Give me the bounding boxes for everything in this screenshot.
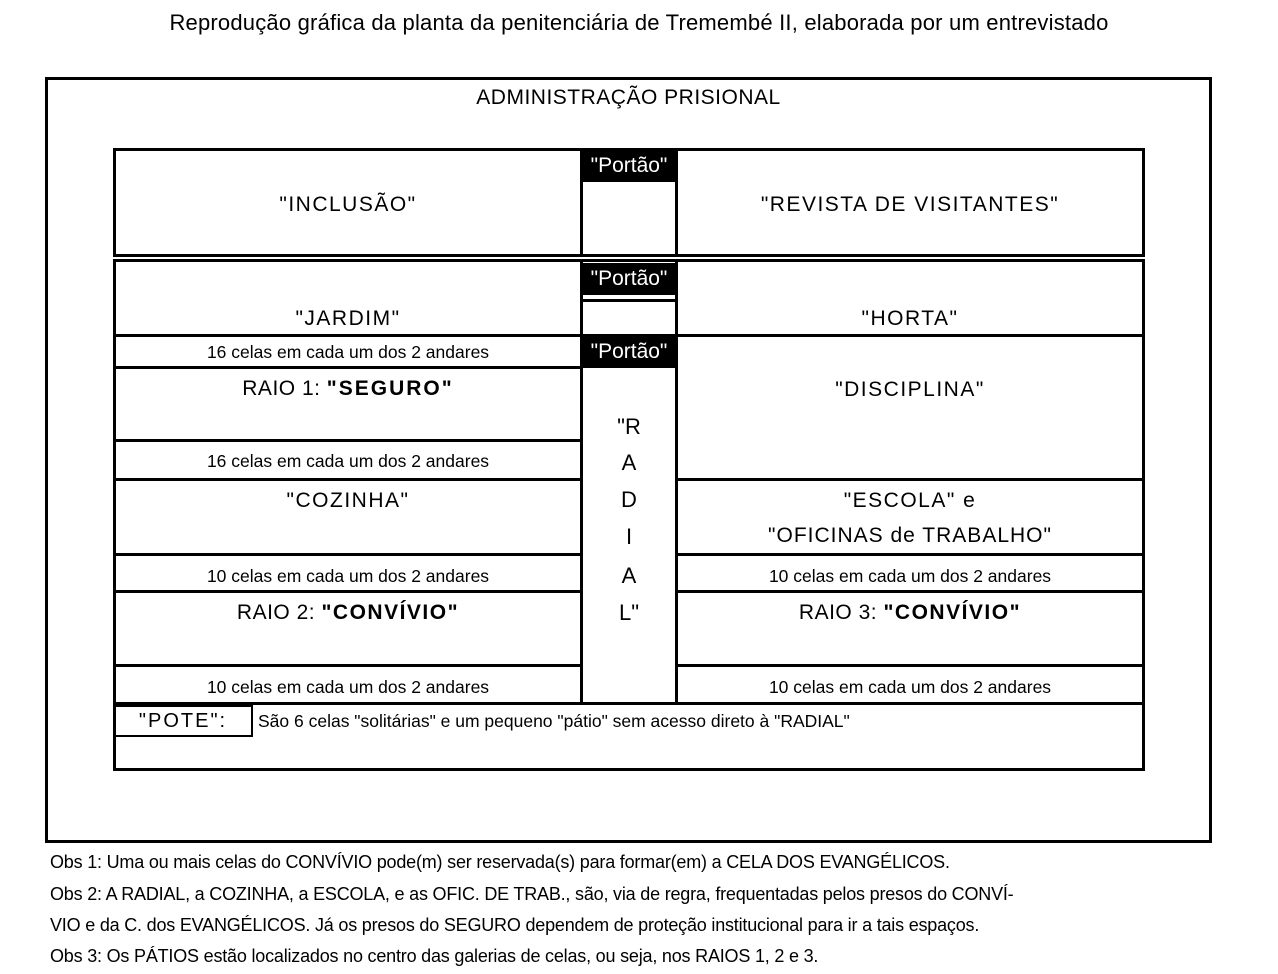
note-obs1: Obs 1: Uma ou mais celas do CONVÍVIO pode(m) ser reservada(s) para formar(em) a CELA DOS EVANGÉLICOS. xyxy=(50,852,950,872)
divider xyxy=(113,664,583,667)
divider xyxy=(675,478,1145,481)
divider xyxy=(113,590,583,593)
raio2-label: RAIO 2: "CONVÍVIO" xyxy=(236,601,460,624)
radial-letter: "R xyxy=(617,414,641,439)
divider xyxy=(675,553,1145,556)
raio3-label: RAIO 3: "CONVÍVIO" xyxy=(798,601,1022,624)
figure-title: Reprodução gráfica da planta da penitenciária de Tremembé II, elaborada por um entrevistado xyxy=(169,10,1109,35)
divider xyxy=(113,553,583,556)
note-obs2-line2: VIO e da C. dos EVANGÉLICOS. Já os presos do SEGURO dependem de proteção institucional para ir a tais espaços. xyxy=(50,915,980,935)
pote-label: "POTE": xyxy=(113,705,253,737)
raio1-label: RAIO 1: "SEGURO" xyxy=(242,377,454,400)
note-obs2-line1: Obs 2: A RADIAL, a COZINHA, a ESCOLA, e as OFIC. DE TRAB., são, via de regra, frequentadas pelos presos do CONVÍ- xyxy=(50,884,1014,904)
raio1-top-cells: 16 celas em cada um dos 2 andares xyxy=(206,342,490,362)
raio3-top-cells: 10 celas em cada um dos 2 andares xyxy=(768,566,1052,586)
pote-description: São 6 celas "solitárias" e um pequeno "pátio" sem acesso direto à "RADIAL" xyxy=(258,711,850,731)
raio2-top-cells: 10 celas em cada um dos 2 andares xyxy=(206,566,490,586)
portao-2: "Portão" xyxy=(583,263,675,295)
portao-3: "Portão" xyxy=(583,336,675,368)
divider xyxy=(113,439,583,442)
inclusao-label: "INCLUSÃO" xyxy=(279,193,417,216)
note-obs3: Obs 3: Os PÁTIOS estão localizados no centro das galerias de celas, ou seja, nos RAIOS 1, 2 e 3. xyxy=(50,946,819,966)
portao-1: "Portão" xyxy=(583,150,675,182)
radial-letter: A xyxy=(621,450,637,475)
divider xyxy=(113,334,583,337)
radial-letter: L" xyxy=(618,600,640,625)
disciplina-label: "DISCIPLINA" xyxy=(835,378,985,401)
divider xyxy=(113,478,583,481)
pote-divider xyxy=(113,702,1145,705)
horta-label: "HORTA" xyxy=(861,307,959,330)
jardim-label: "JARDIM" xyxy=(295,307,401,330)
raio1-bottom-cells: 16 celas em cada um dos 2 andares xyxy=(206,451,490,471)
escola-label-line1: "ESCOLA" e xyxy=(843,489,977,512)
radial-letter: A xyxy=(621,563,637,588)
radial-letter: D xyxy=(621,487,637,512)
divider xyxy=(675,664,1145,667)
divider xyxy=(675,334,1145,337)
divider xyxy=(675,590,1145,593)
escola-label-line2: "OFICINAS de TRABALHO" xyxy=(768,524,1052,547)
admin-label: ADMINISTRAÇÃO PRISIONAL xyxy=(476,86,781,109)
divider xyxy=(113,366,583,369)
radial-letter: I xyxy=(625,524,633,549)
cozinha-label: "COZINHA" xyxy=(286,489,410,512)
raio3-bottom-cells: 10 celas em cada um dos 2 andares xyxy=(768,677,1052,697)
corridor-line xyxy=(580,299,678,302)
revista-label: "REVISTA DE VISITANTES" xyxy=(760,193,1060,216)
raio2-bottom-cells: 10 celas em cada um dos 2 andares xyxy=(206,677,490,697)
